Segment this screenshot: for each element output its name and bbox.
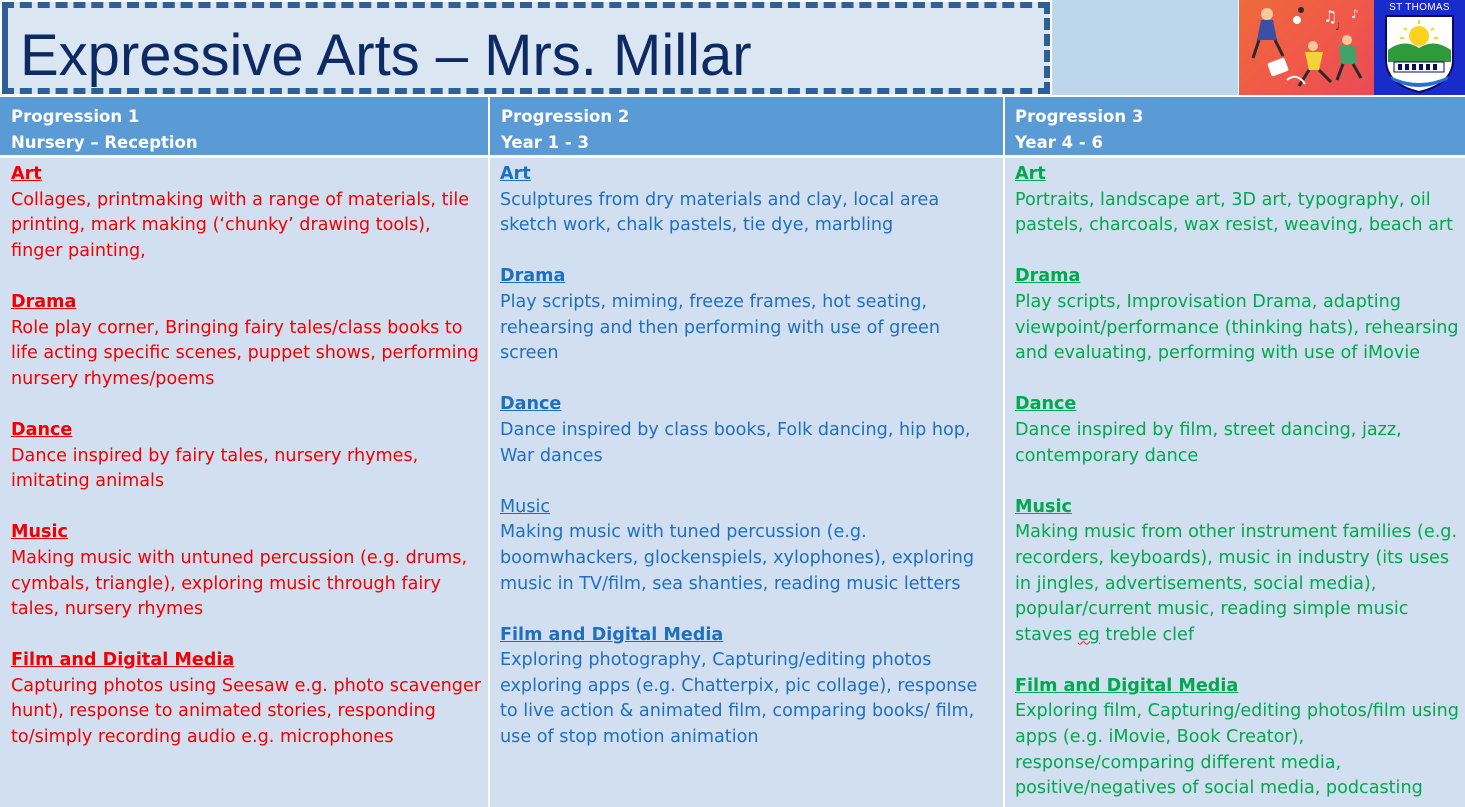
section-text: Collages, printmaking with a range of materials, tile printing, mark making (‘chunky’ drawing tools), finger painting,: [11, 189, 470, 261]
section-text-wrap: [1015, 520, 1461, 648]
section-art: [1015, 162, 1461, 239]
progression-column-2: [490, 97, 1003, 807]
section-dance: [11, 418, 484, 495]
column-header: [490, 97, 1003, 155]
arts-collage-icon: [1239, 0, 1374, 95]
section-title: Art: [11, 164, 42, 184]
section-title: Drama: [500, 266, 566, 287]
section-text: Role play corner, Bringing fairy tales/class books to life acting specific scenes, puppet shows, performing nursery rhymes/poems: [11, 317, 479, 389]
section-drama: [500, 264, 999, 366]
section-film-digital-media: [1015, 674, 1461, 802]
section-title: Art: [1015, 164, 1046, 184]
section-title: Film and Digital Media: [1015, 675, 1239, 696]
column-subheading: Year 4 - 6: [1015, 133, 1103, 152]
section-title: Film and Digital Media: [11, 650, 235, 671]
school-crest-icon: [1374, 0, 1465, 95]
svg-text:♫: ♫: [1323, 7, 1338, 26]
section-music: [500, 495, 999, 597]
section-text: Sculptures from dry materials and clay, local area sketch work, chalk pastels, tie dye, marbling: [500, 189, 940, 236]
section-dance: [1015, 392, 1461, 469]
progression-column-1: [0, 97, 488, 807]
section-text: Making music with tuned percussion (e.g. boomwhackers, glockenspiels, xylophones), exploring music in TV/film, sea shanties, reading music letters: [500, 522, 975, 594]
column-subheading: Nursery – Reception: [11, 133, 198, 152]
progression-table: [0, 97, 1465, 807]
section-text: Capturing photos using Seesaw e.g. photo scavenger hunt), response to animated stories, responding to/simply recording audio e.g. microphones: [11, 675, 482, 748]
section-title: Music: [11, 522, 68, 543]
expressive-arts-logo: [1239, 0, 1374, 95]
section-title: Dance: [500, 394, 562, 415]
column-divider: [1003, 97, 1005, 807]
section-drama: [11, 290, 484, 392]
column-divider: [488, 97, 490, 807]
page-title: Expressive Arts – Mrs. Millar: [20, 23, 752, 88]
column-subheading: Year 1 - 3: [501, 133, 589, 152]
section-film-digital-media: [500, 623, 999, 751]
column-header: [1005, 97, 1465, 155]
section-text: Making music with untuned percussion (e.g. drums, cymbals, triangle), exploring music through fairy tales, nursery rhymes: [11, 547, 468, 620]
column-heading: Progression 3: [1015, 107, 1144, 126]
section-text: Dance inspired by fairy tales, nursery rhymes, imitating animals: [11, 445, 419, 492]
column-body: [0, 158, 488, 807]
section-title: Art: [500, 164, 531, 184]
section-text: Play scripts, Improvisation Drama, adapting viewpoint/performance (thinking hats), rehearsing and evaluating, performing with use of iMovie: [1015, 291, 1459, 364]
column-heading: Progression 1: [11, 107, 140, 126]
section-text: Play scripts, miming, freeze frames, hot seating, rehearsing and then performing with use of green screen: [500, 291, 940, 364]
section-dance: [500, 392, 999, 469]
section-text-tail: treble clef: [1099, 624, 1195, 645]
section-title: Music: [500, 496, 551, 517]
progression-column-3: [1005, 97, 1465, 807]
section-drama: [1015, 264, 1461, 366]
section-music: [1015, 495, 1461, 649]
section-art: [11, 162, 484, 264]
title-banner: [2, 2, 1050, 94]
school-name: ST THOMAS: [1389, 2, 1450, 13]
section-title: Film and Digital Media: [500, 624, 724, 645]
section-title: Dance: [1015, 394, 1077, 415]
section-film-digital-media: [11, 648, 484, 750]
title-banner-fill: [1052, 0, 1238, 95]
column-header: [0, 97, 488, 155]
column-body: [1005, 158, 1465, 807]
section-title: Dance: [11, 419, 73, 440]
svg-text:♪: ♪: [1351, 7, 1359, 21]
header-divider: [0, 155, 1465, 158]
spelling-flagged-word: eg: [1077, 624, 1100, 645]
section-text: Dance inspired by class books, Folk dancing, hip hop, War dances: [500, 419, 971, 466]
section-text: Making music from other instrument families (e.g. recorders, keyboards), music in industry (its uses in jingles, advertisements, social media), popular/current music, reading simple music staves: [1015, 522, 1458, 645]
school-badge: [1374, 0, 1465, 95]
section-title: Drama: [1015, 266, 1081, 287]
column-body: [490, 158, 1003, 807]
section-text: Portraits, landscape art, 3D art, typography, oil pastels, charcoals, wax resist, weaving, beach art: [1015, 189, 1454, 236]
section-title: Drama: [11, 291, 77, 312]
section-art: [500, 162, 999, 239]
section-text: Dance inspired by film, street dancing, jazz, contemporary dance: [1015, 419, 1402, 466]
section-text: Exploring photography, Capturing/editing photos exploring apps (e.g. Chatterpix, pic collage), response to live action & animated film, comparing books/ film, use of stop motion animation: [500, 650, 978, 748]
column-heading: Progression 2: [501, 107, 630, 126]
svg-text:♩: ♩: [1335, 22, 1340, 33]
section-title: Music: [1015, 496, 1072, 517]
section-music: [11, 520, 484, 622]
section-text: Exploring film, Capturing/editing photos/film using apps (e.g. iMovie, Book Creator), response/comparing different media, positive/negatives of social media, podcasting: [1015, 701, 1459, 799]
